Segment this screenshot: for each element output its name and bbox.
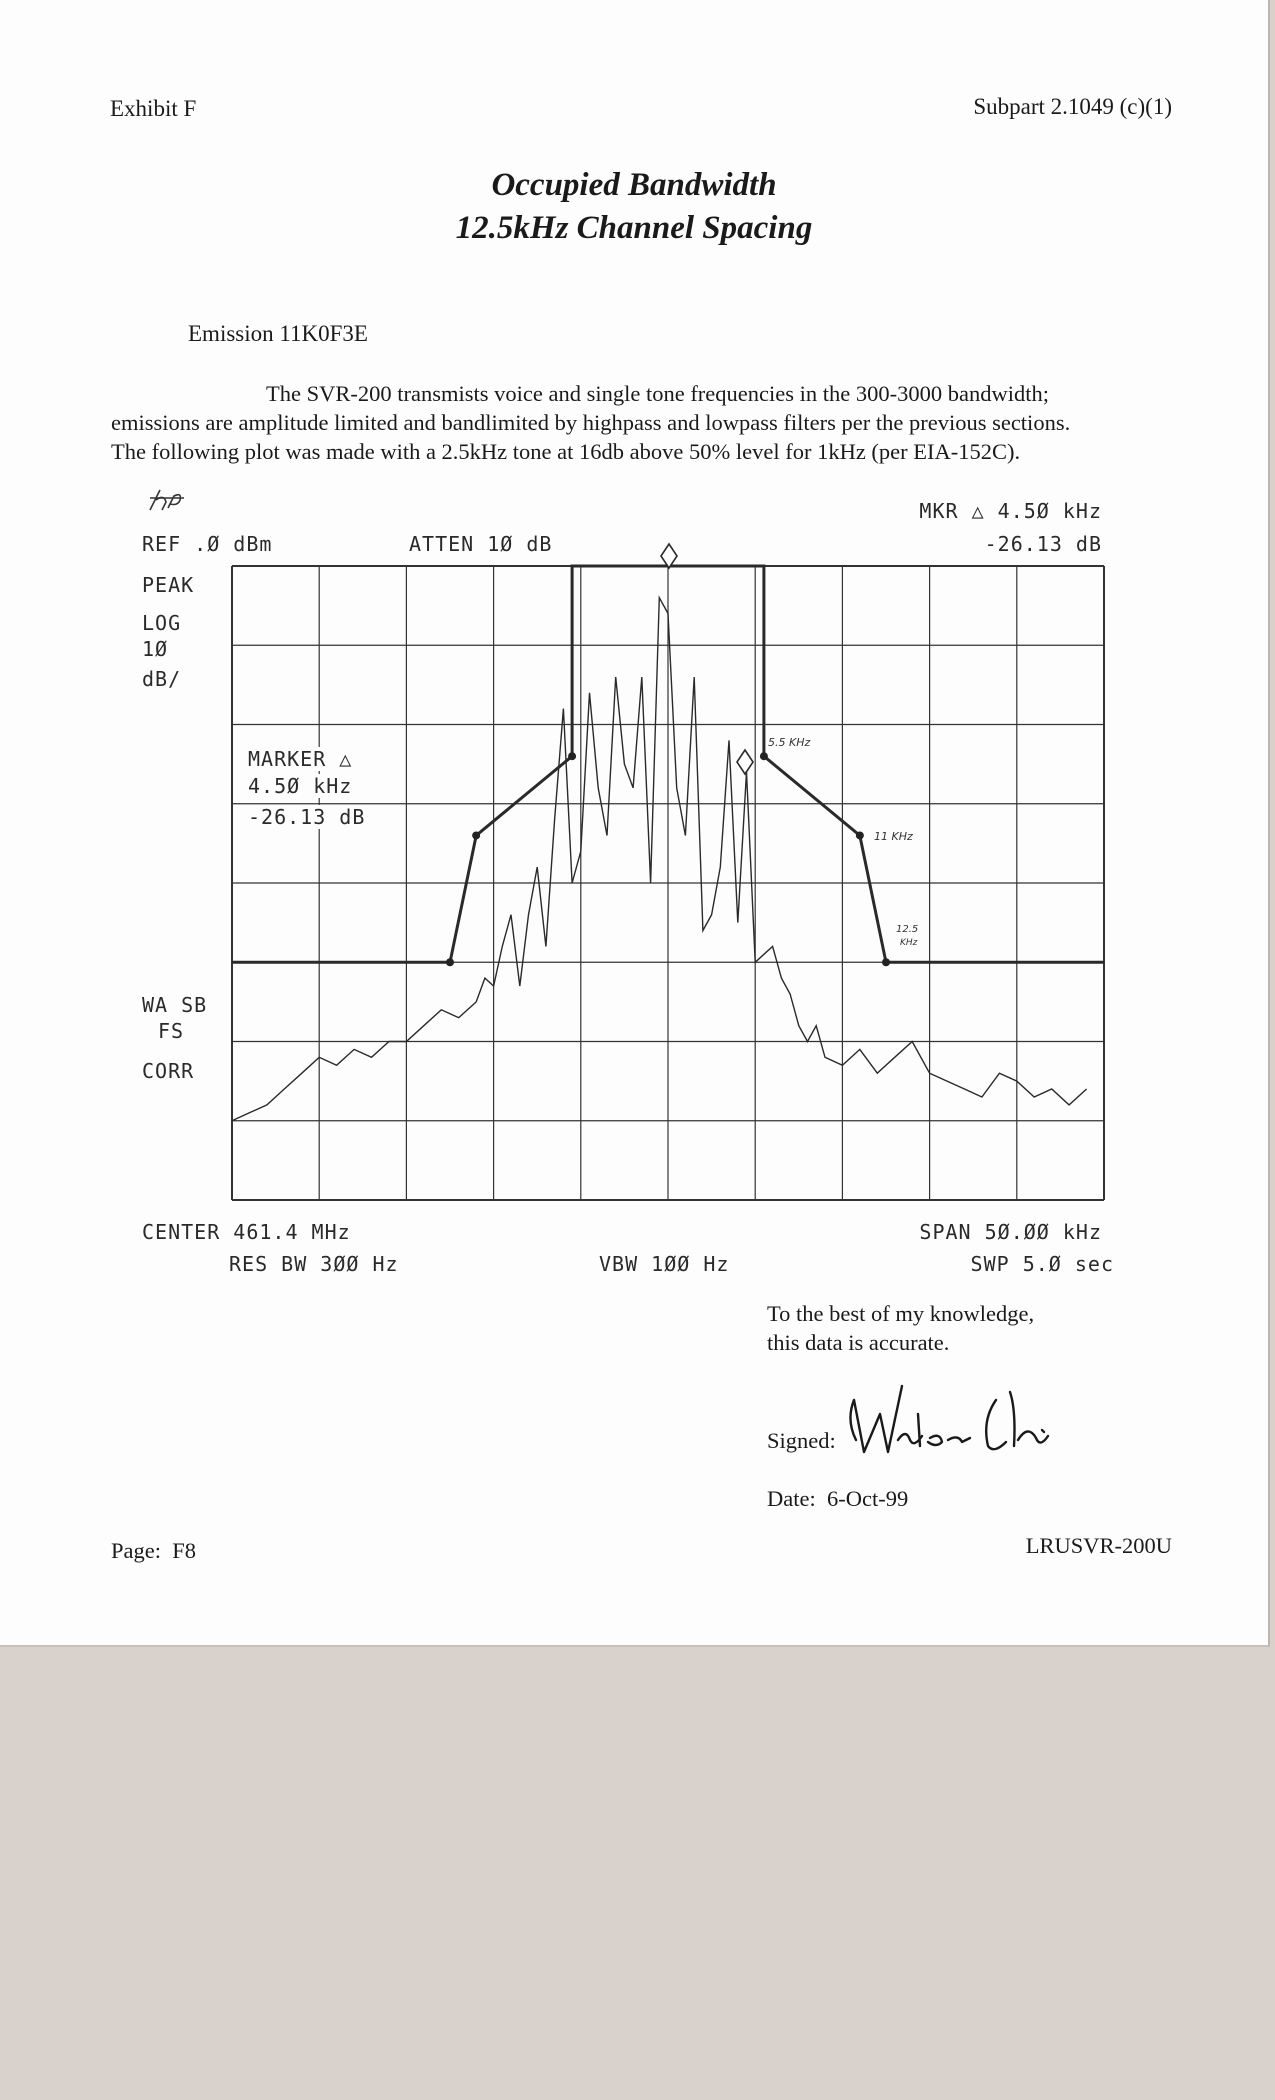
certification-statement: To the best of my knowledge, this data is accurate.: [767, 1301, 1035, 1355]
scale-type-label: LOG: [142, 611, 182, 635]
mask-breakpoint: [568, 752, 576, 760]
mask-breakpoint: [760, 752, 768, 760]
annotation-11khz: 11 KHz: [874, 830, 913, 843]
scale-value-label: 1Ø: [142, 637, 169, 661]
marker-box-level: -26.13 dB: [248, 805, 366, 829]
video-bandwidth-label: VBW 1ØØ Hz: [599, 1252, 730, 1276]
detector-label: PEAK: [142, 573, 195, 597]
annotation-12-5khz: 12.5: [896, 924, 919, 935]
fs-label: FS: [158, 1019, 185, 1043]
mask-breakpoint: [472, 831, 480, 839]
span-label: SPAN 5Ø.ØØ kHz: [919, 1220, 1102, 1244]
mask-breakpoint: [856, 831, 864, 839]
delta-marker-icon: [737, 750, 753, 774]
mask-breakpoint: [446, 958, 454, 966]
annotation-12-5khz-unit: KHz: [900, 938, 918, 948]
resolution-bandwidth-label: RES BW 3ØØ Hz: [229, 1252, 399, 1276]
subpart-label: Subpart 2.1049 (c)(1): [973, 94, 1172, 119]
hp-logo-icon: [150, 490, 184, 510]
correction-label: CORR: [142, 1059, 195, 1083]
page-number: Page: F8: [111, 1538, 197, 1563]
page-subtitle: 12.5kHz Channel Spacing: [455, 210, 813, 246]
marker-readout: MKR △ 4.5Ø kHz: [919, 499, 1102, 523]
ref-level-label: REF .Ø dBm: [142, 532, 273, 556]
emission-designator: Emission 11K0F3E: [188, 321, 368, 346]
wa-sb-label: WA SB: [142, 993, 208, 1017]
spectrum-trace: [232, 598, 1087, 1121]
center-frequency-label: CENTER 461.4 MHz: [142, 1220, 351, 1244]
marker-box-frequency: 4.5Ø kHz: [248, 774, 353, 798]
paragraph-line: The SVR-200 transmists voice and single tone frequencies in the 300-3000 bandwidth;: [266, 381, 1049, 406]
plot-grid: [232, 566, 1104, 1200]
paragraph-line: The following plot was made with a 2.5kHz tone at 16db above 50% level for 1kHz (per EIA-152C).: [111, 439, 1021, 464]
annotation-5-5khz: 5.5 KHz: [768, 736, 811, 749]
attenuation-label: ATTEN 1Ø dB: [409, 532, 553, 556]
exhibit-label: Exhibit F: [110, 96, 197, 121]
marker-value-readout: -26.13 dB: [984, 532, 1102, 556]
page-title: Occupied Bandwidth: [491, 167, 777, 203]
sweep-time-label: SWP 5.Ø sec: [970, 1252, 1114, 1276]
signed-label: Signed:: [767, 1428, 836, 1453]
mask-breakpoint: [882, 958, 890, 966]
signature: [840, 1380, 1100, 1470]
reference-marker-icon: [661, 544, 677, 568]
date-line: Date: 6-Oct-99: [767, 1486, 909, 1511]
marker-box-title: MARKER △: [248, 747, 353, 771]
paragraph-line: emissions are amplitude limited and bandlimited by highpass and lowpass filters per the previous sections.: [111, 410, 1071, 435]
document-id: LRUSVR-200U: [1025, 1533, 1172, 1558]
scale-unit-label: dB/: [142, 667, 182, 691]
